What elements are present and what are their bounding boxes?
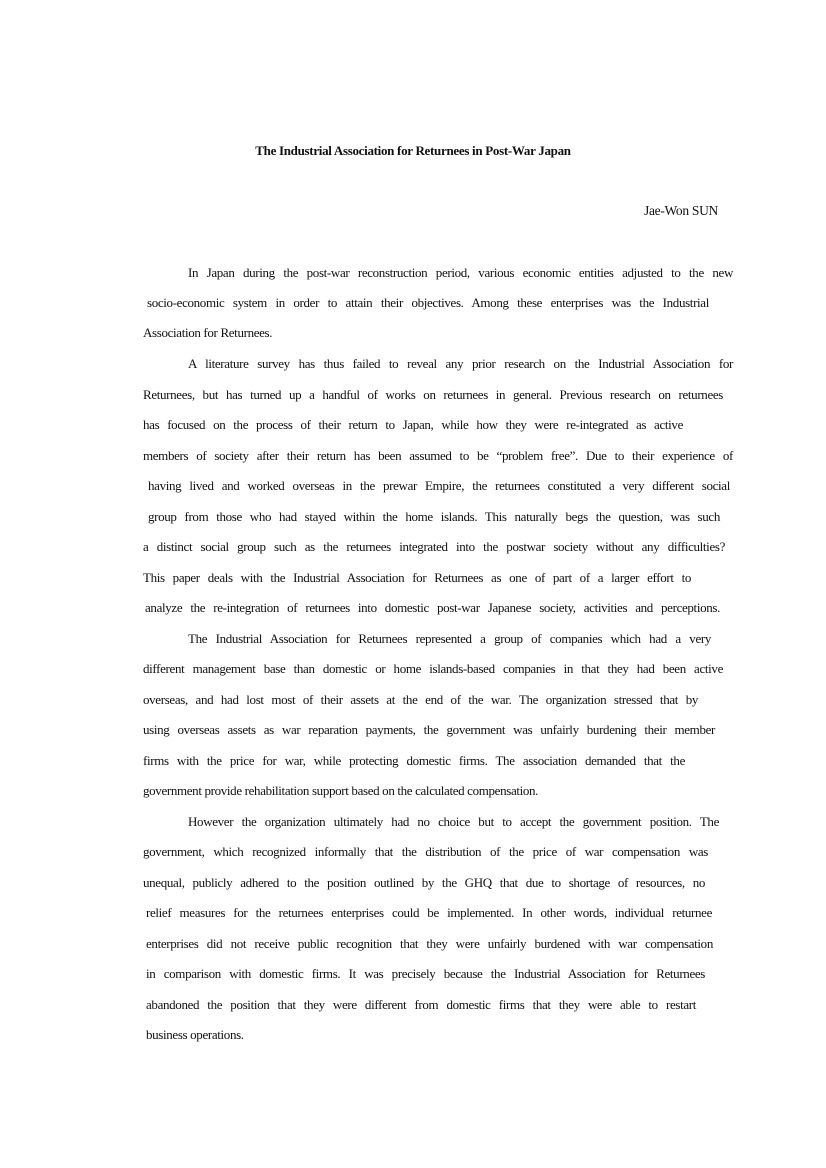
text-line: overseas, and had lost most of their assets at the end of the war. The organization stressed that by (143, 692, 698, 707)
text-line: abandoned the position that they were different from domestic firms that they were able to restart (146, 997, 696, 1012)
text-line: analyze the re-integration of returnees into domestic post-war Japanese society, activities and perceptions. (145, 600, 720, 615)
text-line: government provide rehabilitation support based on the calculated compensation. (143, 783, 539, 798)
text-line: using overseas assets as war reparation payments, the government was unfairly burdening their member (143, 722, 715, 737)
text-line: This paper deals with the Industrial Association for Returnees as one of part of a larger effort to (143, 570, 691, 585)
text-line: members of society after their return has been assumed to be “problem free”. Due to their experience of (143, 448, 733, 463)
paper-title: The Industrial Association for Returnees in Post-War Japan (255, 143, 571, 158)
text-line: firms with the price for war, while protecting domestic firms. The association demanded that the (143, 753, 685, 768)
author-name: Jae-Won SUN (644, 203, 718, 218)
text-line: business operations. (146, 1027, 244, 1042)
text-line: different management base than domestic or home islands-based companies in that they had been active (143, 661, 723, 676)
text-line: unequal, publicly adhered to the position outlined by the GHQ that due to shortage of resources, no (143, 875, 705, 890)
text-line: government, which recognized informally that the distribution of the price of war compensation was (143, 844, 708, 859)
text-line: In Japan during the post-war reconstruction period, various economic entities adjusted to the new (188, 265, 733, 280)
text-line: However the organization ultimately had no choice but to accept the government position. The (188, 814, 719, 829)
text-line: The Industrial Association for Returnees represented a group of companies which had a very (188, 631, 711, 646)
text-line: Returnees, but has turned up a handful of works on returnees in general. Previous research on returnees (143, 387, 723, 402)
text-line: group from those who had stayed within the home islands. This naturally begs the question, was such (148, 509, 720, 524)
text-line: Association for Returnees. (143, 325, 273, 340)
text-line: having lived and worked overseas in the prewar Empire, the returnees constituted a very different social (148, 478, 730, 493)
text-line: in comparison with domestic firms. It was precisely because the Industrial Association for Returnees (146, 966, 705, 981)
text-line: socio-economic system in order to attain their objectives. Among these enterprises was the Industrial (147, 295, 709, 310)
text-line: A literature survey has thus failed to reveal any prior research on the Industrial Association for (188, 356, 733, 371)
text-line: relief measures for the returnees enterprises could be implemented. In other words, individual returnee (146, 905, 712, 920)
text-line: has focused on the process of their return to Japan, while how they were re-integrated as active (143, 417, 683, 432)
text-line: a distinct social group such as the returnees integrated into the postwar society without any difficulties? (143, 539, 725, 554)
text-line: enterprises did not receive public recognition that they were unfairly burdened with war compensation (146, 936, 713, 951)
